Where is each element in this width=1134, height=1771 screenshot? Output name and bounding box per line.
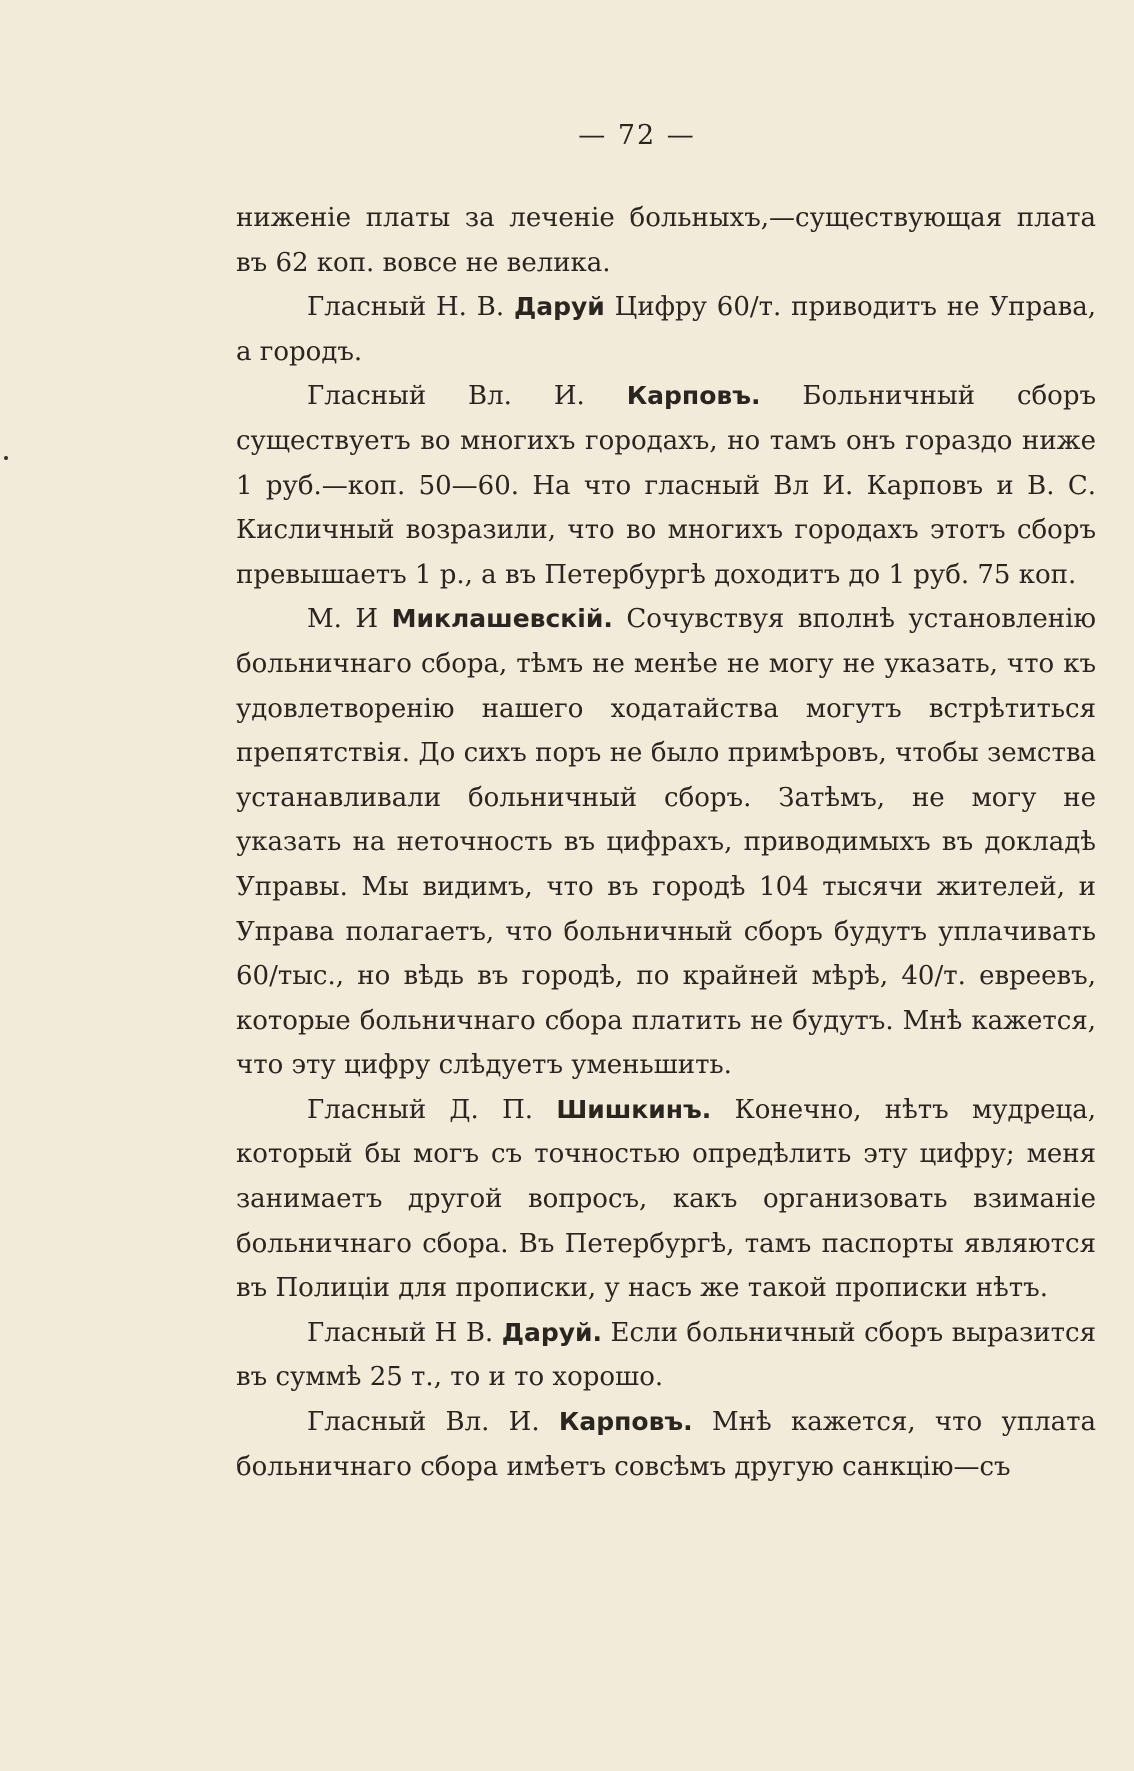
speaker-prefix: Гласный Н. В. (307, 292, 505, 323)
paragraph-5 (236, 1088, 1096, 1311)
paragraph-7 (236, 1400, 1096, 1489)
paragraph-text: Цифру 60/т. приводитъ не Управа, а городъ. (236, 292, 1097, 367)
speaker-name: Карповъ. (558, 1407, 693, 1437)
paragraph-4 (236, 597, 1096, 1088)
paragraph-text: Если больничный сборъ выразится въ суммѣ 25 т., то и то хорошо. (236, 1317, 1096, 1393)
paragraph-text: Мнѣ кажется, что уплата больничнаго сбора имѣетъ совсѣмъ другую санкцію—съ (236, 1407, 1096, 1482)
speaker-name: Даруй. (501, 1317, 603, 1347)
margin-mark (4, 456, 8, 460)
paragraph-text: Сочувствуя вполнѣ установленію больничнаго сбора, тѣмъ не менѣе не могу не указать, что къ удовлетворенію нашего ходатайства могутъ встрѣтиться препятствія. До сихъ поръ не было примѣровъ, чтобы земства устанавливали больничный сборъ. Затѣмъ, не могу не указать на неточность въ цифрахъ, приводимыхъ въ докладѣ Управы. Мы видимъ, что въ городѣ 104 тысячи жителей, и Управа полагаетъ, что больничный сборъ будутъ уплачивать 60/тыс., но вѣдь въ городѣ, по крайней мѣрѣ, 40/т. евреевъ, которые больничнаго сбора платить не будутъ. Мнѣ кажется, что эту цифру слѣдуетъ уменьшить. (236, 604, 1097, 1081)
body-text (236, 196, 1096, 1489)
speaker-prefix: Гласный Д. П. (307, 1094, 534, 1125)
paragraph-3 (236, 374, 1096, 597)
paragraph-6 (236, 1311, 1096, 1400)
paragraph-text: Больничный сборъ существуетъ во многихъ городахъ, но тамъ онъ гораздо ниже 1 руб.—коп. 50—60. На что гласный Вл И. Карповъ и В. С. Кисличный возразили, что во многихъ городахъ этотъ сборъ превышаетъ 1 р., а въ Петербургѣ доходитъ до 1 руб. 75 коп. (236, 381, 1097, 590)
speaker-name: Карповъ. (626, 381, 761, 411)
speaker-prefix: Гласный Вл. И. (307, 381, 585, 412)
speaker-name: Шишкинъ. (556, 1094, 712, 1124)
speaker-prefix: Гласный Н В. (307, 1317, 494, 1348)
speaker-prefix: Гласный Вл. И. (307, 1407, 540, 1438)
paragraph-text: ниженіе платы за леченіе больныхъ,—существующая плата въ 62 коп. вовсе не велика. (236, 203, 1096, 278)
paragraph-text: Конечно, нѣтъ мудреца, который бы могъ съ точностью опредѣлить эту цифру; меня занимаетъ другой вопросъ, какъ организовать взиманіе больничнаго сбора. Въ Петербургѣ, тамъ паспорты являются въ Полиціи для прописки, у насъ же такой прописки нѣтъ. (236, 1094, 1097, 1304)
speaker-name: Миклашевскій. (391, 604, 613, 634)
paragraph-1 (236, 196, 1096, 285)
speaker-name: Даруй (513, 292, 605, 322)
paragraph-2 (236, 285, 1096, 374)
page-number: — 72 — (578, 120, 696, 151)
speaker-prefix: М. И (307, 604, 379, 635)
